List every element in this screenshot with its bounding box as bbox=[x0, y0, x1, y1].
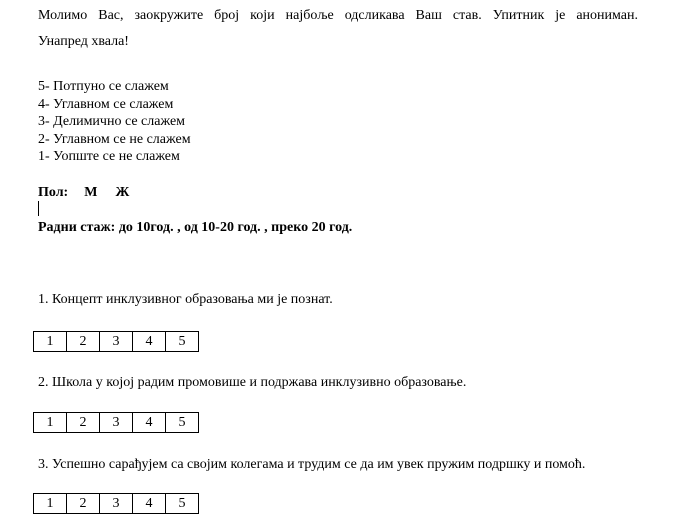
rating-option-1[interactable]: 1 bbox=[34, 332, 67, 352]
rating-option-3[interactable]: 3 bbox=[100, 413, 133, 433]
rating-option-3[interactable]: 3 bbox=[100, 332, 133, 352]
question-2-rating bbox=[33, 412, 199, 433]
rating-option-1[interactable]: 1 bbox=[34, 494, 67, 514]
scale-legend-item: 3- Делимично се слажем bbox=[38, 114, 186, 129]
question-3-text: 3. Успешно сарађујем са својим колегама и трудим се да им увек пружим подршку и помоћ. bbox=[38, 457, 586, 472]
gender-option-female[interactable]: Ж bbox=[115, 185, 130, 200]
rating-option-4[interactable]: 4 bbox=[133, 332, 166, 352]
rating-option-5[interactable]: 5 bbox=[166, 413, 199, 433]
scale-legend bbox=[38, 78, 191, 166]
scale-legend-item: 1- Уопште се не слажем bbox=[38, 149, 180, 164]
rating-option-2[interactable]: 2 bbox=[67, 494, 100, 514]
gender-label: Пол: bbox=[38, 185, 69, 200]
rating-option-5[interactable]: 5 bbox=[166, 494, 199, 514]
scale-legend-item: 4- Углавном се слажем bbox=[38, 96, 174, 112]
rating-option-1[interactable]: 1 bbox=[34, 413, 67, 433]
thanks-text: Унапред хвала! bbox=[38, 34, 129, 49]
question-1-rating bbox=[33, 331, 199, 352]
rating-option-3[interactable]: 3 bbox=[100, 494, 133, 514]
rating-option-4[interactable]: 4 bbox=[133, 494, 166, 514]
gender-option-male[interactable]: М bbox=[84, 185, 98, 200]
question-2-text: 2. Школа у којој радим промовише и подржава инклузивно образовање. bbox=[38, 375, 467, 390]
question-1-text: 1. Концепт инклузивног образовања ми је познат. bbox=[38, 292, 333, 307]
instructions-text: Молимо Вас, заокружите број који најбоље одсликава Ваш став. Упитник је анониман. bbox=[38, 8, 638, 23]
rating-option-2[interactable]: 2 bbox=[67, 332, 100, 352]
work-experience-field[interactable]: Радни стаж: до 10год. , од 10-20 год. , преко 20 год. bbox=[38, 220, 353, 235]
rating-option-5[interactable]: 5 bbox=[166, 332, 199, 352]
rating-option-4[interactable]: 4 bbox=[133, 413, 166, 433]
rating-option-2[interactable]: 2 bbox=[67, 413, 100, 433]
gender-field bbox=[38, 184, 129, 202]
text-cursor bbox=[38, 201, 39, 216]
question-3-rating bbox=[33, 493, 199, 514]
scale-legend-item: 5- Потпуно се слажем bbox=[38, 79, 169, 94]
scale-legend-item: 2- Углавном се не слажем bbox=[38, 131, 191, 147]
